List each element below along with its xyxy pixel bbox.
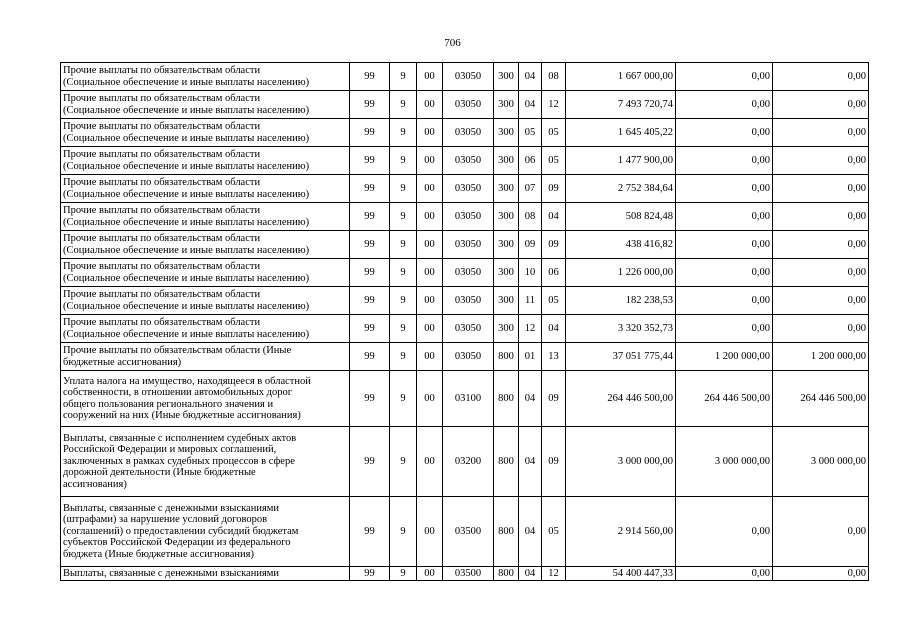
article-code: 03050 [443,147,494,175]
program-code: 99 [350,203,390,231]
subprogram-code: 9 [390,315,417,343]
amount-year-3: 0,00 [773,259,869,287]
program-code: 99 [350,231,390,259]
amount-year-3: 0,00 [773,63,869,91]
expense-type-code: 300 [494,91,519,119]
table-row [61,315,869,343]
direction-code: 00 [417,231,443,259]
amount-year-3: 3 000 000,00 [773,427,869,497]
row-description: Прочие выплаты по обязательствам области (Социальное обеспечение и иные выплаты населению) [61,147,350,175]
section-code: 04 [519,371,542,427]
section-code: 10 [519,259,542,287]
amount-year-2: 0,00 [676,315,773,343]
table-row [61,259,869,287]
section-code: 05 [519,119,542,147]
subprogram-code: 9 [390,567,417,581]
article-code: 03050 [443,231,494,259]
expense-type-code: 800 [494,567,519,581]
subsection-code: 05 [542,287,566,315]
amount-year-2: 0,00 [676,147,773,175]
expense-type-code: 300 [494,203,519,231]
amount-year-1: 3 000 000,00 [566,427,676,497]
subprogram-code: 9 [390,147,417,175]
amount-year-1: 3 320 352,73 [566,315,676,343]
subsection-code: 13 [542,343,566,371]
budget-table [60,62,869,581]
expense-type-code: 800 [494,371,519,427]
section-code: 12 [519,315,542,343]
direction-code: 00 [417,119,443,147]
subsection-code: 04 [542,315,566,343]
row-description: Выплаты, связанные с денежными взысканиями (штрафами) за нарушение условий договоров (соглашений) о предоставлении субсидий бюджетам субъектов Российской Федерации из федерального бюджета (Иные бюджетные ассигнования) [61,497,350,567]
direction-code: 00 [417,343,443,371]
amount-year-1: 1 477 900,00 [566,147,676,175]
table-row [61,343,869,371]
expense-type-code: 800 [494,427,519,497]
amount-year-3: 0,00 [773,567,869,581]
subprogram-code: 9 [390,497,417,567]
expense-type-code: 300 [494,259,519,287]
program-code: 99 [350,63,390,91]
subsection-code: 08 [542,63,566,91]
table-row [61,119,869,147]
direction-code: 00 [417,427,443,497]
program-code: 99 [350,427,390,497]
subprogram-code: 9 [390,343,417,371]
direction-code: 00 [417,315,443,343]
section-code: 04 [519,497,542,567]
program-code: 99 [350,567,390,581]
amount-year-2: 1 200 000,00 [676,343,773,371]
direction-code: 00 [417,259,443,287]
amount-year-3: 0,00 [773,315,869,343]
article-code: 03050 [443,259,494,287]
expense-type-code: 800 [494,497,519,567]
subsection-code: 12 [542,91,566,119]
amount-year-3: 0,00 [773,231,869,259]
direction-code: 00 [417,91,443,119]
amount-year-3: 0,00 [773,175,869,203]
amount-year-3: 0,00 [773,497,869,567]
expense-type-code: 300 [494,147,519,175]
program-code: 99 [350,119,390,147]
row-description: Прочие выплаты по обязательствам области (Социальное обеспечение и иные выплаты населению) [61,259,350,287]
article-code: 03050 [443,287,494,315]
table-row [61,203,869,231]
direction-code: 00 [417,175,443,203]
amount-year-1: 2 914 560,00 [566,497,676,567]
section-code: 04 [519,91,542,119]
program-code: 99 [350,91,390,119]
direction-code: 00 [417,147,443,175]
row-description: Прочие выплаты по обязательствам области (Социальное обеспечение и иные выплаты населению) [61,119,350,147]
article-code: 03050 [443,119,494,147]
amount-year-2: 0,00 [676,203,773,231]
table-row [61,147,869,175]
subsection-code: 09 [542,427,566,497]
program-code: 99 [350,147,390,175]
section-code: 01 [519,343,542,371]
section-code: 07 [519,175,542,203]
direction-code: 00 [417,287,443,315]
amount-year-1: 182 238,53 [566,287,676,315]
subsection-code: 05 [542,497,566,567]
subprogram-code: 9 [390,119,417,147]
article-code: 03050 [443,343,494,371]
expense-type-code: 300 [494,231,519,259]
amount-year-2: 0,00 [676,63,773,91]
table-row [61,287,869,315]
table-row [61,427,869,497]
section-code: 08 [519,203,542,231]
section-code: 06 [519,147,542,175]
article-code: 03050 [443,63,494,91]
subsection-code: 05 [542,119,566,147]
amount-year-2: 0,00 [676,91,773,119]
expense-type-code: 300 [494,119,519,147]
article-code: 03050 [443,91,494,119]
row-description: Уплата налога на имущество, находящееся в областной собственности, в отношении автомобильных дорог общего пользования регионального значения и сооружений на них (Иные бюджетные ассигнования) [61,371,350,427]
subprogram-code: 9 [390,203,417,231]
row-description: Прочие выплаты по обязательствам области (Социальное обеспечение и иные выплаты населению) [61,91,350,119]
amount-year-1: 264 446 500,00 [566,371,676,427]
amount-year-2: 0,00 [676,497,773,567]
row-description: Прочие выплаты по обязательствам области (Социальное обеспечение и иные выплаты населению) [61,203,350,231]
row-description: Прочие выплаты по обязательствам области (Социальное обеспечение и иные выплаты населению) [61,287,350,315]
subsection-code: 12 [542,567,566,581]
amount-year-1: 1 226 000,00 [566,259,676,287]
row-description: Выплаты, связанные с исполнением судебных актов Российской Федерации и мировых соглашений, заключенных в рамках судебных процессов в сфере дорожной деятельности (Иные бюджетные ассигнования) [61,427,350,497]
article-code: 03050 [443,315,494,343]
section-code: 09 [519,231,542,259]
amount-year-1: 508 824,48 [566,203,676,231]
subprogram-code: 9 [390,231,417,259]
row-description: Выплаты, связанные с денежными взысканиями [61,567,350,581]
amount-year-2: 0,00 [676,287,773,315]
article-code: 03500 [443,497,494,567]
article-code: 03500 [443,567,494,581]
program-code: 99 [350,315,390,343]
row-description: Прочие выплаты по обязательствам области (Социальное обеспечение и иные выплаты населению) [61,231,350,259]
amount-year-1: 1 667 000,00 [566,63,676,91]
amount-year-1: 1 645 405,22 [566,119,676,147]
subprogram-code: 9 [390,371,417,427]
amount-year-3: 0,00 [773,147,869,175]
amount-year-2: 0,00 [676,119,773,147]
amount-year-3: 0,00 [773,203,869,231]
direction-code: 00 [417,497,443,567]
table-row [61,63,869,91]
expense-type-code: 300 [494,175,519,203]
program-code: 99 [350,259,390,287]
amount-year-3: 0,00 [773,287,869,315]
table-row [61,91,869,119]
subprogram-code: 9 [390,259,417,287]
expense-type-code: 800 [494,343,519,371]
table-row [61,371,869,427]
subsection-code: 06 [542,259,566,287]
subsection-code: 09 [542,371,566,427]
table-row [61,175,869,203]
program-code: 99 [350,371,390,427]
direction-code: 00 [417,371,443,427]
row-description: Прочие выплаты по обязательствам области (Иные бюджетные ассигнования) [61,343,350,371]
expense-type-code: 300 [494,63,519,91]
article-code: 03050 [443,203,494,231]
program-code: 99 [350,287,390,315]
row-description: Прочие выплаты по обязательствам области (Социальное обеспечение и иные выплаты населению) [61,63,350,91]
section-code: 04 [519,63,542,91]
article-code: 03050 [443,175,494,203]
amount-year-2: 0,00 [676,231,773,259]
subsection-code: 04 [542,203,566,231]
subsection-code: 05 [542,147,566,175]
program-code: 99 [350,175,390,203]
article-code: 03100 [443,371,494,427]
section-code: 11 [519,287,542,315]
direction-code: 00 [417,63,443,91]
subprogram-code: 9 [390,287,417,315]
amount-year-2: 264 446 500,00 [676,371,773,427]
row-description: Прочие выплаты по обязательствам области (Социальное обеспечение и иные выплаты населению) [61,315,350,343]
amount-year-2: 0,00 [676,567,773,581]
subprogram-code: 9 [390,175,417,203]
section-code: 04 [519,567,542,581]
amount-year-1: 54 400 447,33 [566,567,676,581]
table-row [61,231,869,259]
subsection-code: 09 [542,175,566,203]
program-code: 99 [350,497,390,567]
program-code: 99 [350,343,390,371]
amount-year-2: 0,00 [676,259,773,287]
row-description: Прочие выплаты по обязательствам области (Социальное обеспечение и иные выплаты населению) [61,175,350,203]
amount-year-1: 37 051 775,44 [566,343,676,371]
amount-year-3: 1 200 000,00 [773,343,869,371]
article-code: 03200 [443,427,494,497]
amount-year-3: 264 446 500,00 [773,371,869,427]
subprogram-code: 9 [390,427,417,497]
table-row [61,567,869,581]
subsection-code: 09 [542,231,566,259]
subprogram-code: 9 [390,91,417,119]
amount-year-2: 3 000 000,00 [676,427,773,497]
expense-type-code: 300 [494,287,519,315]
amount-year-3: 0,00 [773,91,869,119]
table-row [61,497,869,567]
direction-code: 00 [417,567,443,581]
direction-code: 00 [417,203,443,231]
page-number: 706 [444,37,461,49]
amount-year-1: 438 416,82 [566,231,676,259]
expense-type-code: 300 [494,315,519,343]
amount-year-1: 7 493 720,74 [566,91,676,119]
section-code: 04 [519,427,542,497]
subprogram-code: 9 [390,63,417,91]
amount-year-1: 2 752 384,64 [566,175,676,203]
amount-year-2: 0,00 [676,175,773,203]
amount-year-3: 0,00 [773,119,869,147]
